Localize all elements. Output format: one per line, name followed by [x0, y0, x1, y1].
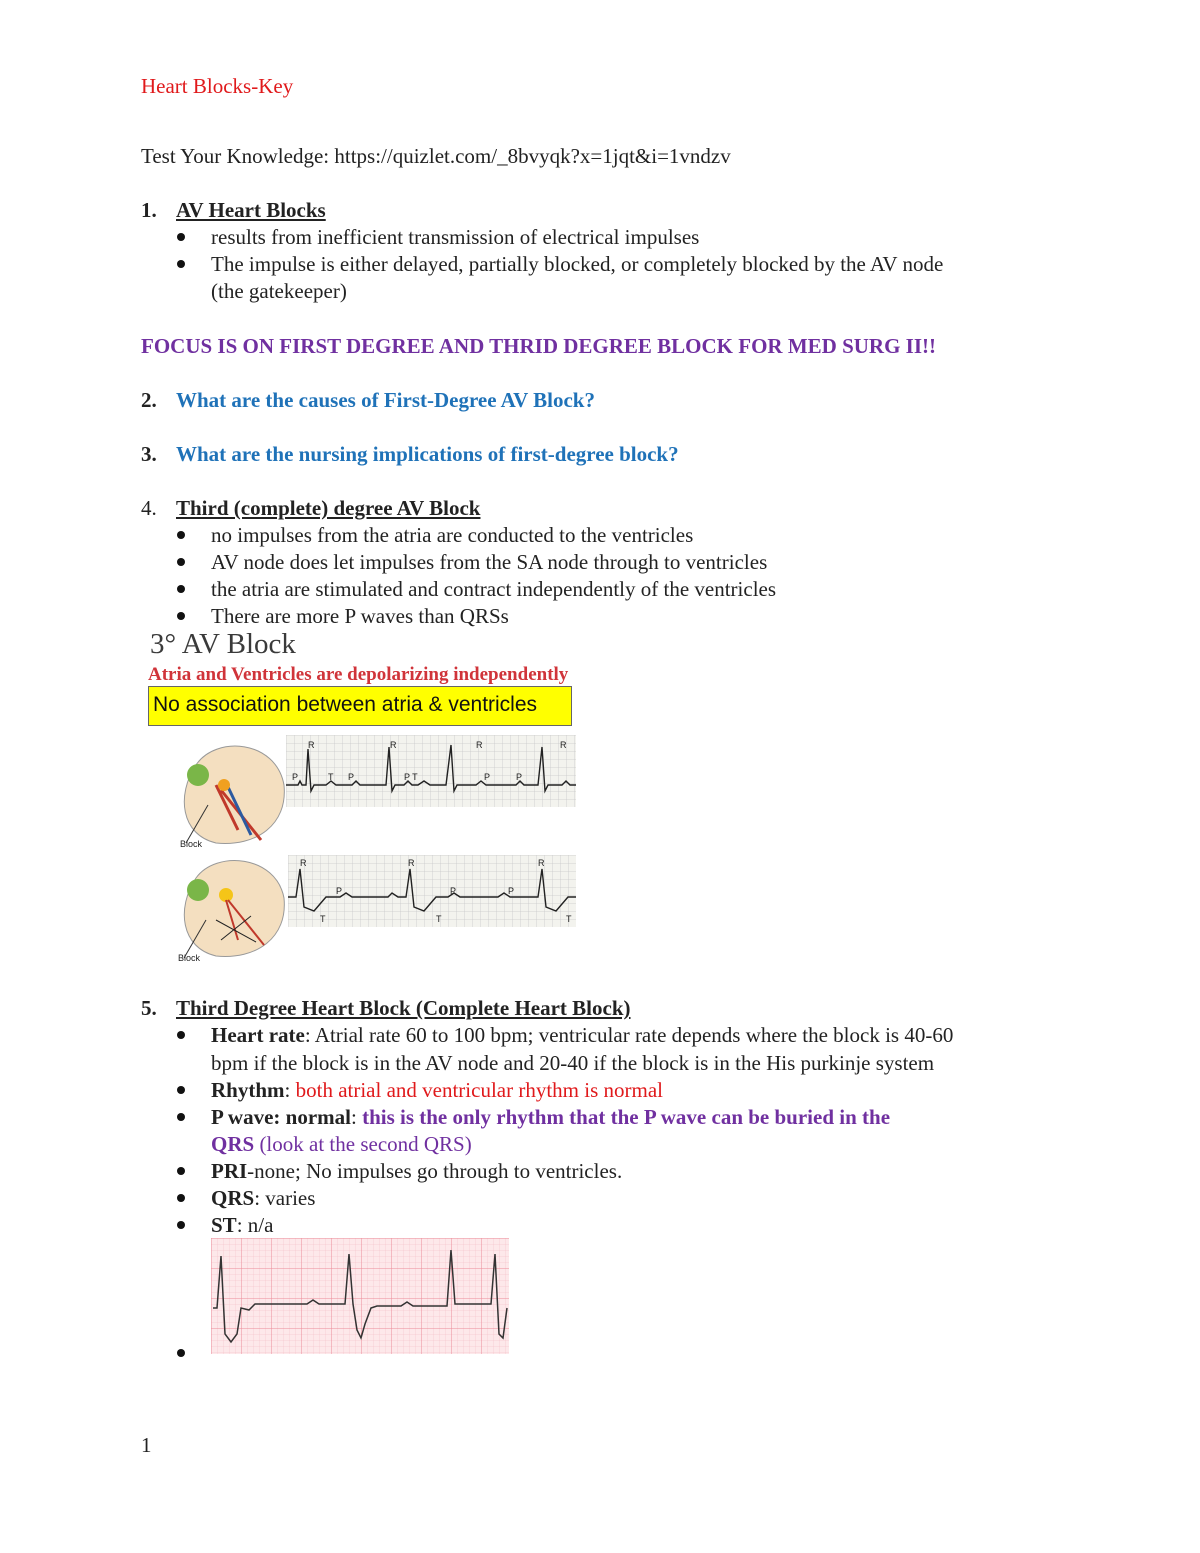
ecg-label-p: P: [348, 772, 355, 782]
heart-illustration-icon: [176, 850, 290, 965]
bullet-icon: [177, 1167, 185, 1175]
list-item-continuation: (the gatekeeper): [211, 279, 347, 303]
heart-rate-label: Heart rate: [211, 1023, 305, 1047]
ecg-label-t: T: [436, 914, 442, 924]
bullet-icon: [177, 233, 185, 241]
section-2-question: What are the causes of First-Degree AV Block?: [176, 388, 595, 412]
section-1-heading: AV Heart Blocks: [176, 198, 326, 222]
rhythm-colon: :: [284, 1078, 296, 1102]
st-label: ST: [211, 1213, 237, 1237]
bullet-icon: [177, 1349, 185, 1357]
p-wave-label: P wave: normal: [211, 1105, 351, 1129]
ecg-label-p: P: [292, 772, 299, 782]
rhythm-text: both atrial and ventricular rhythm is normal: [295, 1078, 664, 1102]
ecg-label-r: R: [560, 740, 567, 750]
p-wave-colon: :: [350, 1105, 363, 1129]
section-3-number: 3.: [141, 442, 157, 466]
bullet-icon: [177, 558, 185, 566]
section-4-number: 4.: [141, 496, 157, 520]
p-wave-item: [211, 1104, 890, 1131]
st-item: [211, 1212, 273, 1239]
bullet-icon: [177, 585, 185, 593]
ecg-label-p: P: [516, 772, 523, 782]
bullet-icon: [177, 260, 185, 268]
ecg-label-p: P: [508, 886, 515, 896]
p-wave-paren: (look at the second QRS): [254, 1132, 472, 1156]
ecg-label-p: P: [336, 886, 343, 896]
focus-note: FOCUS IS ON FIRST DEGREE AND THRID DEGREE BLOCK FOR MED SURG II!!: [141, 334, 937, 358]
figure-subtitle: Atria and Ventricles are depolarizing independently: [148, 664, 569, 685]
bullet-icon: [177, 531, 185, 539]
st-text: : n/a: [236, 1213, 274, 1237]
ecg-label-p: P: [450, 886, 457, 896]
ecg-label-p: P: [484, 772, 491, 782]
bullet-icon: [177, 1194, 185, 1202]
ecg-label-r: R: [308, 740, 315, 750]
document-title: Heart Blocks-Key: [141, 74, 294, 98]
block-label: Block: [178, 953, 201, 963]
rhythm-label: Rhythm: [211, 1078, 285, 1102]
section-5-number: 5.: [141, 996, 157, 1020]
block-label: Block: [180, 839, 203, 849]
rhythm-item: [211, 1077, 663, 1104]
section-4-heading: Third (complete) degree AV Block: [176, 496, 481, 520]
list-item: AV node does let impulses from the SA node through to ventricles: [211, 550, 768, 574]
qrs-label: QRS: [211, 1186, 255, 1210]
list-item: the atria are stimulated and contract independently of the ventricles: [211, 577, 777, 601]
section-5-heading: Third Degree Heart Block (Complete Heart Block): [176, 996, 631, 1020]
ecg-label-r: R: [300, 858, 307, 868]
bullet-icon: [177, 1113, 185, 1121]
heart-rate-item: [211, 1022, 953, 1049]
pri-text: -none; No impulses go through to ventricles.: [247, 1159, 623, 1183]
heart-rate-text: : Atrial rate 60 to 100 bpm; ventricular rate depends where the block is 40-60: [304, 1023, 954, 1047]
heart-illustration-icon: [176, 735, 290, 853]
ecg-label-t: T: [320, 914, 326, 924]
quizlet-link[interactable]: Test Your Knowledge: https://quizlet.com/_8bvyqk?x=1jqt&i=1vndzv: [141, 144, 731, 168]
ecg-label-r: R: [408, 858, 415, 868]
list-item: The impulse is either delayed, partially blocked, or completely blocked by the AV node: [211, 252, 944, 276]
ecg-label-r: R: [476, 740, 483, 750]
bullet-icon: [177, 1031, 185, 1039]
heart-rate-continuation: bpm if the block is in the AV node and 20-40 if the block is in the His purkinje system: [211, 1051, 935, 1075]
section-3-question: What are the nursing implications of first-degree block?: [176, 442, 679, 466]
p-wave-text: this is the only rhythm that the P wave can be buried in the: [362, 1105, 891, 1129]
list-item: There are more P waves than QRSs: [211, 604, 509, 628]
ecg-label-r: R: [390, 740, 397, 750]
ecg-label-t: T: [566, 914, 572, 924]
list-item: results from inefficient transmission of electrical impulses: [211, 225, 700, 249]
figure-title: 3° AV Block: [150, 628, 296, 660]
section-1-number: 1.: [141, 198, 157, 222]
ecg-strip-icon: [288, 855, 576, 927]
p-wave-continuation: [211, 1131, 472, 1158]
ecg-label-pt: P T: [404, 772, 418, 782]
pri-label: PRI: [211, 1159, 248, 1183]
page-number: 1: [141, 1433, 152, 1457]
qrs-item: [211, 1185, 315, 1212]
bullet-icon: [177, 1221, 185, 1229]
bullet-icon: [177, 1086, 185, 1094]
ecg-label-t: T: [328, 772, 334, 782]
section-2-number: 2.: [141, 388, 157, 412]
ecg-strip-icon: [286, 735, 576, 807]
figure-highlight-box: No association between atria & ventricles: [148, 686, 572, 726]
list-item: no impulses from the atria are conducted to the ventricles: [211, 523, 694, 547]
qrs-text: : varies: [254, 1186, 316, 1210]
ecg-label-r: R: [538, 858, 545, 868]
p-wave-qrs: QRS: [211, 1132, 255, 1156]
pri-item: [211, 1158, 622, 1185]
ecg-strip-pink-icon: [211, 1238, 509, 1354]
bullet-icon: [177, 612, 185, 620]
